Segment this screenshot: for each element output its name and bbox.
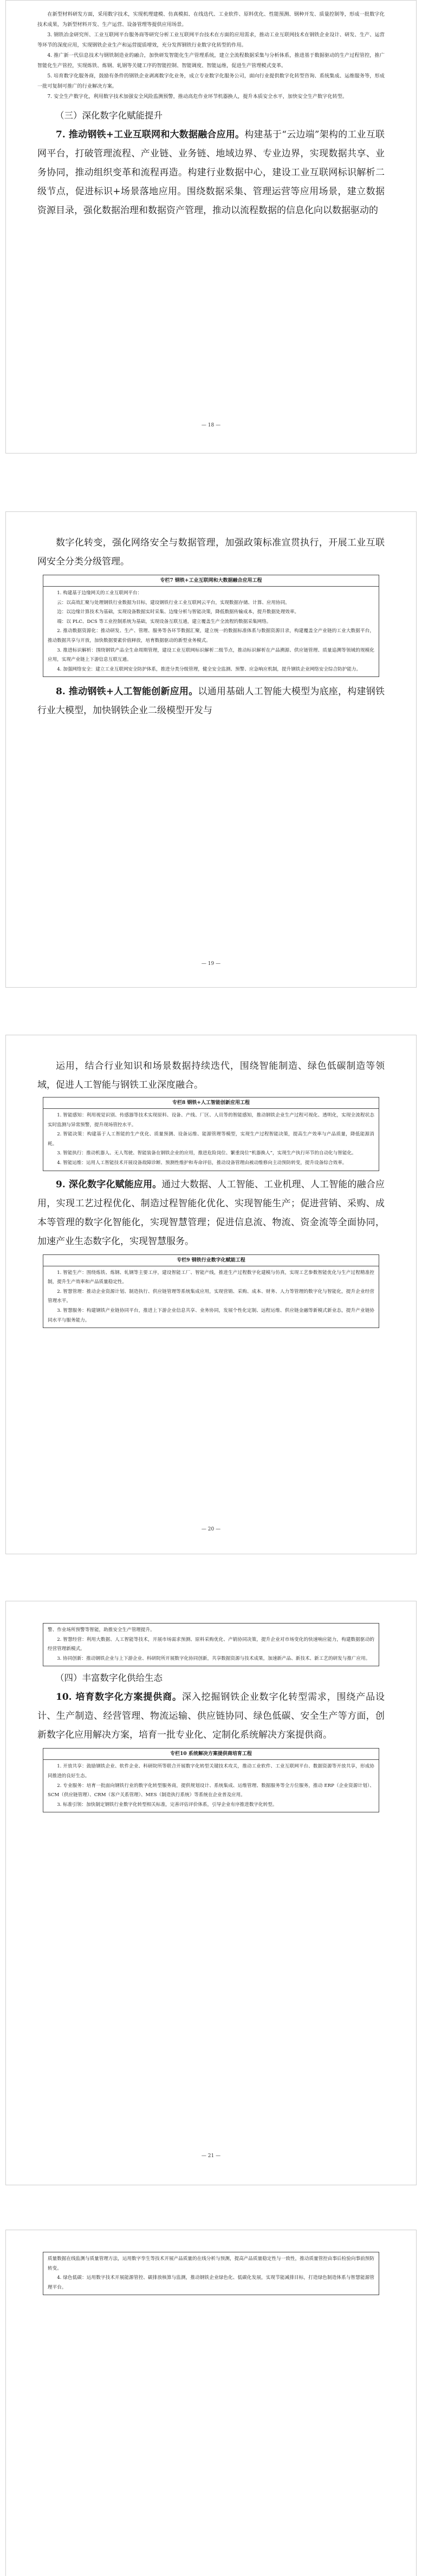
paragraph: 3. 钢铁冶金研究所、工业互联网平台服务商等研究分析工业互联网平台技术在方面的应用需求，推动工业互联网技术在钢铁企业设计、研发、生产、运营等环节的深度应用，实现钢铁企业生产和运营提质增效，充分发挥钢铁行业数字化转型的作用。 (37, 32, 385, 48)
box-paragraph: 3. 标准引领：加快制定钢铁行业数字化转型相关标准，完善评估评价体系，引导企业有序推进数字化转型。 (57, 1802, 277, 1808)
body-text: 深入挖掘钢铁企业数字化转型需求，围绕产品设计、生产制造、经营管理、物流运输、供应链协同、绿色低碳、安全生产等方面，创新数字化应用解决方案，培育一批专业化、定制化系统解决方案提供商。 (37, 1692, 385, 1741)
box-paragraph: 4. 绿色低碳：运用数字技术开展能源管控、碳排放核算与监测，推动钢铁企业绿色化、低碳化发展，实现节能减排目标，打造绿色制造体系与智慧能源管理平台。 (48, 2275, 374, 2290)
page-number: — 21 — (201, 2153, 221, 2159)
feature-box (43, 1748, 379, 1812)
page-number: — 19 — (201, 961, 221, 967)
box-paragraph: 质量数据在线监测与质量管理方法，运用数字孪生等技术开展产品质量的在线分析与预测，提高产品质量稳定性与一致性，推动质量管控由事后检验向事前预防转变。 (48, 2256, 374, 2271)
box-paragraph: 3. 推进标识解析：围绕钢铁产品全生命周期管理，建设工业互联网标识解析二级节点，推动标识解析在产品溯源、供应链管理、质量追溯等领域的规模化应用，实现产业链上下游信息互联互通。 (48, 647, 374, 663)
box-paragraph: 2. 专业服务：培育一批面向钢铁行业的数字化转型服务商，提供规划设计、系统集成、运维管理、数据服务等全方位服务，推动 ERP（企业资源计划）、SCM（供应链管理）、CRM（客户关系管理）、MES（制造执行系统）等系统在企业普及应用。 (48, 1783, 374, 1798)
page-number: — 18 — (201, 423, 221, 428)
paragraph: 7. 安全生产数字化，利用数字技术加强安全风险监测预警，推动高危作业环节机器换人，提升本质安全水平，加快安全生产数字化转型。 (47, 94, 348, 100)
page-number: — 20 — (201, 1527, 221, 1532)
box-title: 专栏9 钢铁行业数字化赋能工程 (43, 1255, 379, 1266)
body-paragraph (37, 682, 385, 720)
box-paragraph: 3. 协同创新：推动钢铁企业与上下游企业、科研院所开展数字化协同创新，共享数据资源与技术成果，加速新产品、新技术、新工艺的研发与推广应用。 (57, 1655, 371, 1661)
document-page-3 (5, 1035, 417, 1554)
document-page-5 (5, 2230, 417, 2576)
box-paragraph: 2. 智慧管理：推动企业资源计划、制造执行、供应链管理等系统集成应用，实现营销、采购、成本、财务、人力等管理的数字化与智能化，提升企业经营管理水平。 (48, 1289, 374, 1304)
box-paragraph: 2. 智能决策：构建基于人工智能的生产优化、质量预测、设备运维、能源管理等模型，实现生产过程智能决策，提高生产效率与产品质量，降低能源消耗。 (48, 1132, 374, 1147)
bold-lead: 9. 深化数字化赋能应用。 (56, 1179, 162, 1190)
box-paragraph: 端：以 PLC、DCS 等工业控制系统为基础，实现设备互联互通，建立覆盖生产全流程的数据采集网络。 (57, 619, 271, 625)
box-paragraph: 1. 智能感知：利用视觉识别、传感器等技术实现原料、设备、产线、厂区、人员等的智能感知，推动钢铁企业生产过程可视化、透明化，实现全流程状态实时监测与异常预警，提升现场管控水平。 (48, 1113, 374, 1128)
paragraph: 5. 培育数字化服务商，鼓励有条件的钢铁企业剥离数字化业务，成立专业数字化服务公司，面向行业提供数字化转型咨询、系统集成、运维服务等，形成一批可复制可推广的行业解决方案。 (37, 73, 385, 89)
box-paragraph: 2. 智慧经营：利用大数据、人工智能等技术，开展市场需求预测、原料采购优化、产销协同决策，提升企业对市场变化的快速响应能力，构建数据驱动的经营管理新模式。 (48, 1637, 374, 1652)
feature-box (43, 575, 379, 677)
bold-lead: 7. 推动钢铁+工业互联网和大数据融合应用。 (56, 129, 245, 140)
box-paragraph: 1. 构建基于边缘网关的工业互联网平台： (57, 590, 142, 596)
box-paragraph: 4. 加强网络安全：建立工业互联网安全防护体系，推进分类分级管理，健全安全监测、预警、应急响应机制，提升钢铁企业网络安全综合防护能力。 (57, 666, 361, 672)
section-heading: （四）丰富数字化供给生态 (55, 1673, 163, 1684)
paragraph: 4. 推广新一代信息技术与钢铁制造业的融合，加快研发智能化生产管理系统，建立全流程数据采集与分析体系，推进基于数据驱动的生产过程管控，推广智能化生产管控，实现炼铁、炼钢、轧钢等关键工序的智能控制、智能调度、智能运维，促进生产管理模式变革。 (37, 52, 385, 69)
box-paragraph: 1. 智能生产：围绕炼铁、炼钢、轧钢等主要工序，建设智能工厂、智能产线，推进生产过程数字化建模与仿真，实现工艺参数智能优化与生产过程精准控制，提升生产效率和产品质量稳定性。 (48, 1270, 374, 1285)
box-title: 专栏7 钢铁+工业互联网和大数据融合应用工程 (43, 575, 379, 587)
body-text: 以通用基础人工智能大模型为底座，构建钢铁行业大模型，加快钢铁企业二级模型开发与 (37, 686, 385, 717)
box-title: 专栏8 钢铁+人工智能创新应用工程 (43, 1098, 379, 1109)
box-paragraph: 3. 智慧服务：构建钢铁产业链协同平台，推进上下游企业信息共享、业务协同，发展个性化定制、远程运维、供应链金融等新模式新业态，提升产业链协同水平与服务能力。 (48, 1307, 374, 1323)
section-heading: （三）深化数字化赋能提升 (55, 110, 163, 121)
bold-lead: 10. 培育数字化方案提供商。 (56, 1692, 182, 1703)
body-paragraph (37, 1688, 385, 1745)
body-paragraph: 运用，结合行业知识和场景数据持续迭代，围绕智能制造、绿色低碳制造等领域，促进人工智能与钢铁工业深度融合。 (37, 1061, 385, 1090)
body-paragraph: 数字化转变，强化网络安全与数据管理，加强政策标准宣贯执行，开展工业互联网安全分类分级管理。 (37, 537, 385, 567)
document-page-1 (5, 0, 417, 454)
box-paragraph: 边：以边缘计算技术为基础，实现设备数据实时采集、边缘分析与智能决策，降低数据传输成本，提升数据处理效率。 (57, 609, 300, 615)
box-title: 专栏10 系统解决方案提供商培育工程 (43, 1749, 379, 1760)
bold-lead: 8. 推动钢铁+人工智能创新应用。 (56, 686, 198, 698)
paragraph: 在新型材料研发方面，采用数字技术，实现机理建模、仿真模拟、在线迭代、工业软件、原料优化、性能预测、钢种开发、质量控制等，形成一批数字化技术成果，为新型材料开发、生产运营、设备管理等提供应用场景。 (37, 11, 385, 28)
body-text: 通过大数据、人工智能、工业机理、人工智能的融合应用，实现工艺过程优化、制造过程智能化优化、实现智能生产；促进营销、采购、成本等管理的数字化智能化，实现智慧管理；促进信息流、物流、资金流等全面协同，加速产业生态数字化，实现智慧服务。 (37, 1179, 385, 1247)
body-paragraph (37, 126, 385, 220)
box-paragraph: 2. 推动数据资源化：推动研发、生产、管理、服务等各环节数据汇聚，建立统一的数据标准体系与数据资源目录，构建覆盖全产业链的工业大数据平台，推动数据共享与开放，加快数据要素价值释放，培育数据驱动的新型业务模式。 (48, 628, 374, 643)
document-page-2 (5, 511, 417, 988)
body-text: 构建基于“云边端”架构的工业互联网平台，打破管理流程、产业链、业务链、地域边界、专业边界，实现数据共享、业务协同，推动组织变革和流程再造。构建行业数据中心，建设工业互联网标识解析二级节点，促进标识+场景落地应用。围绕数据采集、管理运营等应用场景，建立数据资源目录，强化数据治理和数据资产管理，推动以流程数据的信息化向以数据驱动的 (37, 129, 385, 216)
body-paragraph (37, 1175, 385, 1251)
box-paragraph: 警、作业场所预警等智能，助推安全生产管理提升。 (48, 1627, 155, 1633)
box-paragraph: 3. 智能执行：推动机器人、无人驾驶、智能装备在钢铁企业的应用，推进危险岗位、繁重岗位“机器换人”，实现生产执行环节的自动化与智能化。 (57, 1151, 356, 1156)
feature-box (43, 1097, 379, 1171)
box-paragraph: 云：以高效汇聚与处理钢铁行业数据为目标，建设钢铁行业工业互联网云平台，实现数据存储、计算、应用协同。 (57, 600, 290, 606)
box-paragraph: 1. 开放共享：鼓励钢铁企业、软件企业、科研院所等联合开展数字化转型关键技术攻关，推动工业软件、工业互联网平台、数据资源等开放共享，形成协同推进的良好生态。 (48, 1764, 374, 1779)
box-paragraph: 4. 智能运维：运用人工智能技术开展设备故障诊断、预测性维护和寿命评估，推动设备管理由被动维修向主动预防转变，提升设备综合效率。 (57, 1160, 347, 1166)
document-page-4 (5, 1601, 417, 2185)
feature-box (43, 1254, 379, 1329)
feature-box-continued (43, 1623, 379, 1666)
feature-box-continued (43, 2252, 379, 2295)
